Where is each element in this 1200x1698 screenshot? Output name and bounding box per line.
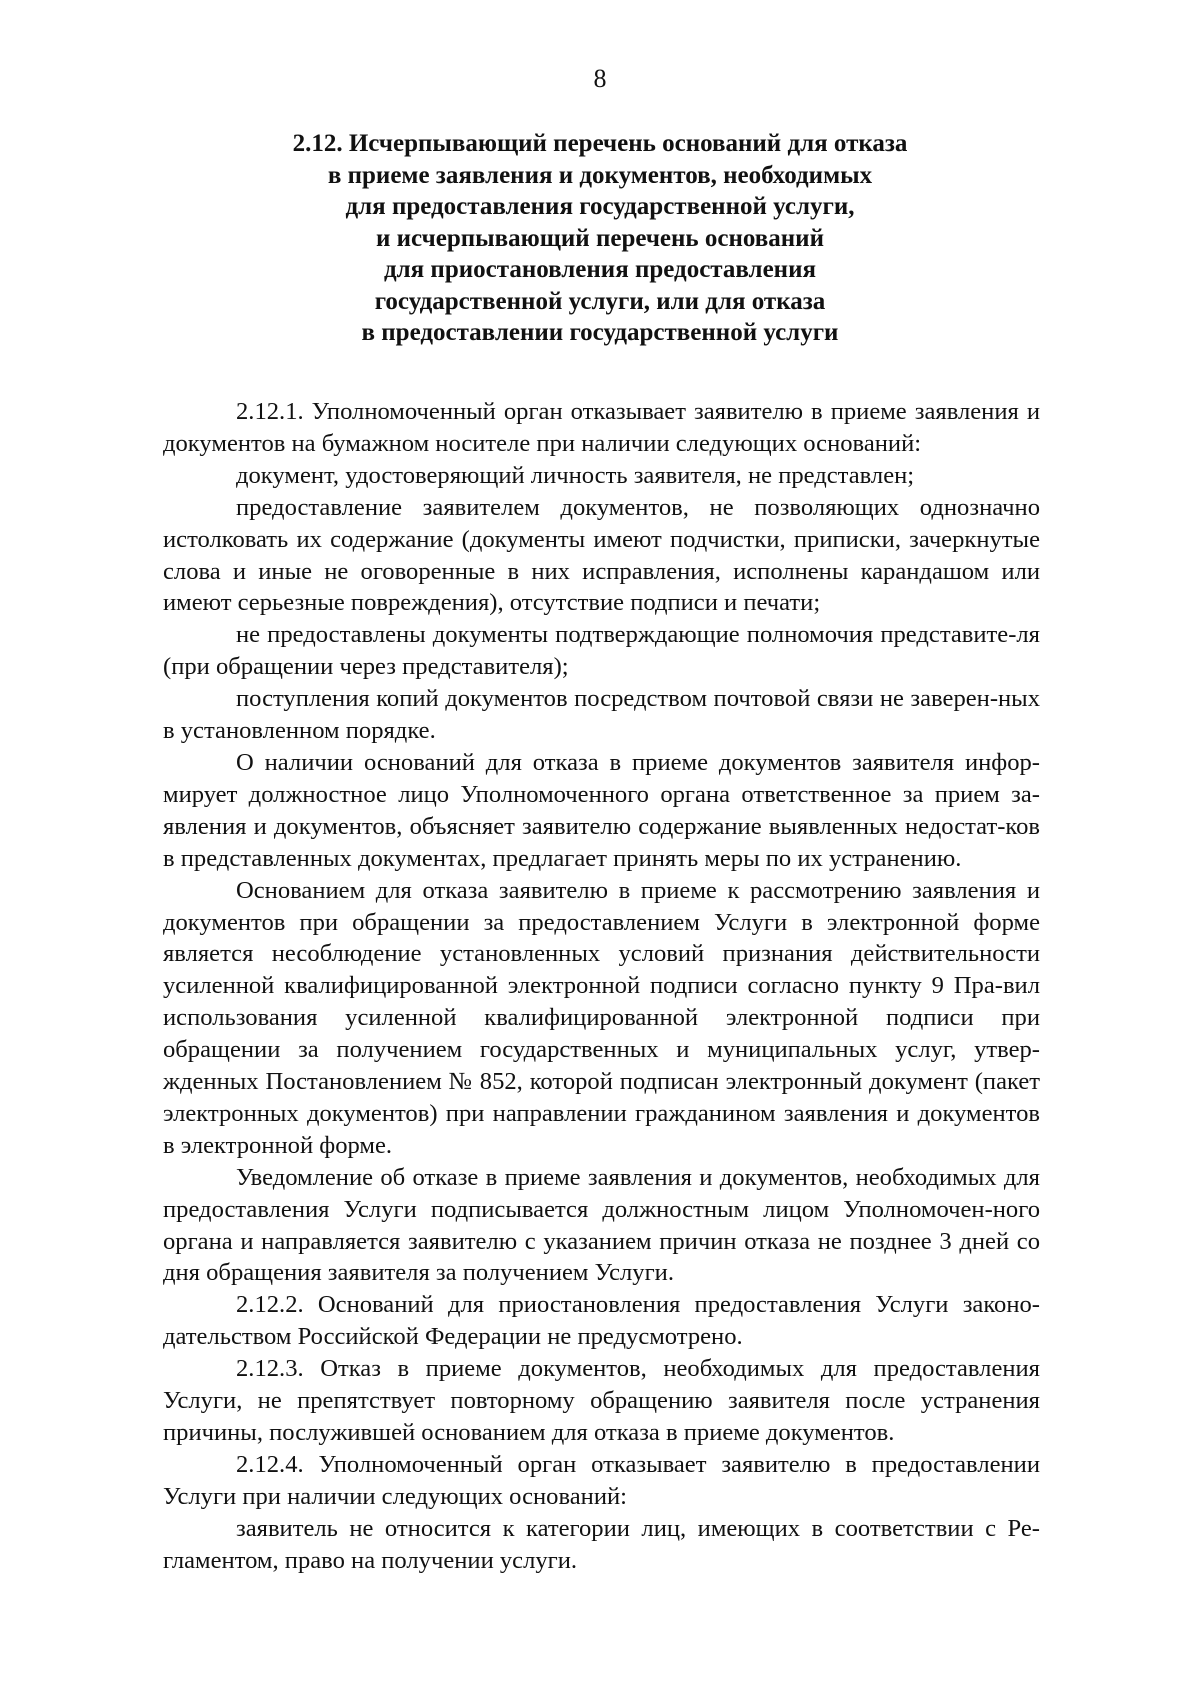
- body-text: [163, 396, 1040, 1577]
- heading-line: для приостановления предоставления: [383, 256, 817, 283]
- heading-line: в приеме заявления и документов, необходимых: [327, 161, 873, 189]
- heading-line: государственной услуги, или для отказа: [374, 287, 826, 315]
- heading-line: для предоставления государственной услуги,: [345, 193, 855, 220]
- heading-line: в предоставлении государственной услуги: [361, 319, 839, 346]
- page-number: 8: [593, 64, 607, 93]
- paragraph-uncertified-copies: поступления копий документов посредством почтовой связи не заверен-ных в установленном порядке.: [163, 685, 1040, 745]
- paragraph-unclear-documents: предоставление заявителем документов, не позволяющих однозначно истолковать их содержание (документы имеют подчистки, приписки, зачеркнутые слова и иные не оговоренные в них исправления, исполнены карандашом или имеют серьезные повреждения), отсутствие подписи и печати;: [163, 493, 1040, 617]
- paragraph-2-12-2: 2.12.2. Оснований для приостановления предоставления Услуги законо-дательством Российской Федерации не предусмотрено.: [163, 1291, 1040, 1351]
- paragraph-refusal-notice: Уведомление об отказе в приеме заявления и документов, необходимых для предоставления Услуги подписывается должностным лицом Уполномочен-ного органа и направляется заявителю с указанием причин отказа не позднее 3 дней со дня обращения заявителя за получением Услуги.: [163, 1163, 1040, 1287]
- heading-line: и исчерпывающий перечень оснований: [376, 224, 824, 252]
- heading-line: 2.12. Исчерпывающий перечень оснований для отказа: [292, 130, 908, 157]
- paragraph-not-eligible: заявитель не относится к категории лиц, имеющих в соответствии с Ре-гламентом, право на получении услуги.: [163, 1514, 1040, 1574]
- paragraph-informing-applicant: О наличии оснований для отказа в приеме документов заявителя инфор-мирует должностное лицо Уполномоченного органа ответственное за прием за-явления и документов, объясняет заявителю содержание выявленных недостат-ков в представленных документах, предлагает принять меры по их устранению.: [163, 748, 1040, 872]
- paragraph-electronic-signature: Основанием для отказа заявителю в приеме к рассмотрению заявления и документов при обращении за предоставлением Услуги в электронной форме является несоблюдение установленных условий признания действительности усиленной квалифицированной электронной подписи согласно пункту 9 Пра-вил использования усиленной квалифицированной электронной подписи при обращении за получением государственных и муниципальных услуг, утвер-жденных Постановлением № 852, которой подписан электронный документ (пакет электронных документов) при направлении гражданином заявления и документов в электронной форме.: [163, 876, 1040, 1159]
- paragraph-no-authority-documents: не предоставлены документы подтверждающие полномочия представите-ля (при обращении через представителя);: [163, 621, 1040, 681]
- section-heading: [160, 128, 1040, 349]
- paragraph-2-12-4: 2.12.4. Уполномоченный орган отказывает заявителю в предоставлении Услуги при наличии следующих оснований:: [163, 1450, 1040, 1510]
- paragraph-identity-document: документ, удостоверяющий личность заявителя, не представлен;: [236, 461, 915, 489]
- paragraph-2-12-3: 2.12.3. Отказ в приеме документов, необходимых для предоставления Услуги, не препятствует повторному обращению заявителя после устранения причины, послужившей основанием для отказа в приеме документов.: [163, 1355, 1040, 1446]
- paragraph-2-12-1: 2.12.1. Уполномоченный орган отказывает заявителю в приеме заявления и документов на бумажном носителе при наличии следующих оснований:: [163, 398, 1040, 457]
